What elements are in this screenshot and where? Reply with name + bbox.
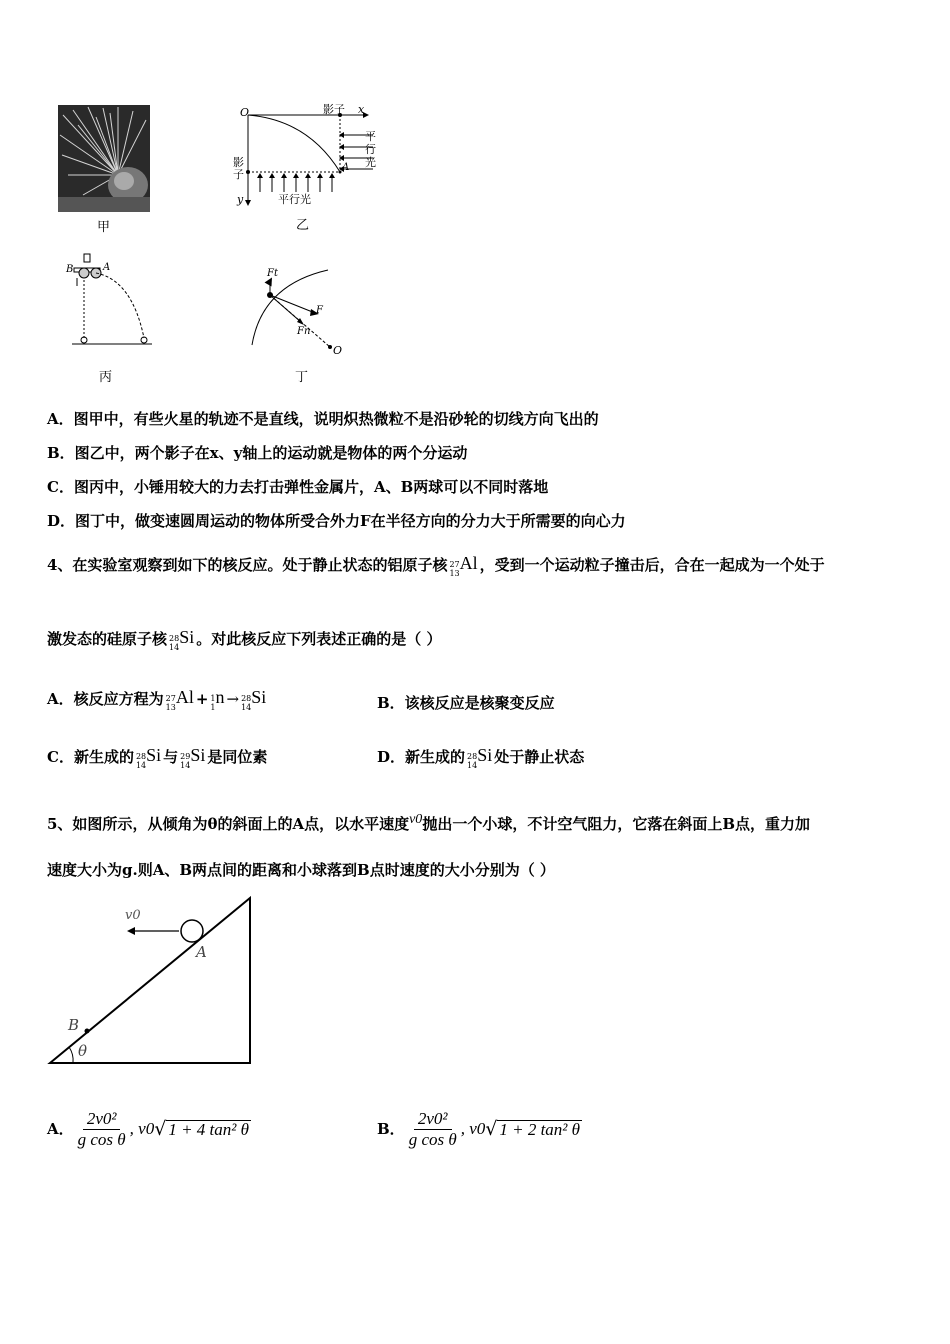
q5-stem-line2: 速度大小为g.则A、B两点间的距离和小球落到B点时速度的大小分别为（ ） — [47, 861, 555, 879]
q4-a-neutron: 1 1 n — [210, 687, 225, 712]
q5-fig-theta-label: θ — [78, 1042, 88, 1060]
bing-b-label: B — [66, 264, 74, 275]
yi-shadow-top-label: 影子 — [323, 103, 345, 116]
bing-a-label: A — [103, 262, 111, 273]
figure-ding-caption: 丁 — [295, 370, 309, 385]
q4-stem-line2-post: 。对此核反应下列表述正确的是（ ） — [196, 630, 442, 648]
q3-option-a: A．图甲中，有些火星的轨迹不是直线，说明炽热微粒不是沿砂轮的切线方向飞出的 — [47, 410, 599, 428]
al-nuclide: 27 13 Al — [449, 553, 478, 578]
figure-bing-diagram — [62, 250, 162, 350]
q5-a-fraction: $\frac{\text{2v0²}}{\text{g cos θ}}$ — [77, 1108, 126, 1149]
q4-c-si28: 28 14 Si — [135, 745, 162, 770]
q4-a-al: 27 13 Al — [165, 687, 194, 712]
ding-o-label: O — [333, 344, 343, 357]
q5-fig-a-label: A — [196, 943, 207, 961]
sparks-photo-image — [58, 105, 150, 212]
yi-y-label: y — [237, 193, 244, 206]
yi-point-a-label: A — [342, 162, 350, 173]
ding-ft-label: Ft — [267, 268, 278, 279]
ding-fn-label: Fn — [297, 326, 311, 337]
q4-c-si29: 29 14 Si — [180, 745, 206, 770]
q5-stem-line1: 5、如图所示，从倾角为θ的斜面上的A点，以水平速度v0抛出一个小球，不计空气阻力，它落在斜面上B点，重力加 — [47, 812, 810, 833]
si28-nuclide: 28 14 Si — [169, 627, 195, 652]
q3-option-d: D．图丁中，做变速圆周运动的物体所受合外力F在半径方向的分力大于所需要的向心力 — [47, 512, 626, 530]
q4-stem-line1-pre: 4、在实验室观察到如下的核反应。处于静止状态的铝原子核 — [47, 556, 448, 574]
q5-b-fraction: $\frac{\text{2v0²}}{\text{g cos θ}}$ — [408, 1108, 457, 1149]
q4-option-c: C．新生成的 28 14 Si 与 29 14 Si 是同位素 — [47, 745, 268, 770]
figure-jia-caption: 甲 — [97, 220, 111, 235]
q3-option-c: C．图丙中，小锤用较大的力去打击弹性金属片，A、B两球可以不同时落地 — [47, 478, 549, 496]
q4-stem-line1-post: ，受到一个运动粒子撞击后，合在一起成为一个处于 — [479, 556, 825, 574]
yi-origin-label: O — [240, 106, 250, 119]
q4-option-a: A．核反应方程为 27 13 Al + 1 1 n → 28 14 Si — [47, 687, 267, 712]
q4-option-b: B．该核反应是核聚变反应 — [377, 694, 555, 712]
yi-shadow-left-label: 影子 — [233, 156, 244, 181]
q3-option-b: B．图乙中，两个影子在x、y轴上的运动就是物体的两个分运动 — [47, 444, 468, 462]
q5-fig-v0-label: v0 — [125, 908, 141, 923]
ding-f-label: F — [316, 305, 323, 316]
q5-v0: v0 — [409, 812, 423, 827]
figure-jia-photo — [58, 105, 150, 212]
yi-parallel-light-right-label: 平行光 — [365, 130, 376, 169]
q4-a-si28: 28 14 Si — [241, 687, 267, 712]
q4-stem-line2-pre: 激发态的硅原子核 — [47, 630, 168, 648]
q5-fig-b-label: B — [68, 1016, 80, 1034]
q4-stem-line2 — [47, 628, 441, 652]
yi-parallel-light-bottom-label: 平行光 — [278, 193, 311, 206]
q4-stem-line1 — [47, 554, 825, 578]
yi-x-label: x — [358, 103, 365, 116]
figure-bing-caption: 丙 — [99, 370, 113, 385]
q5-option-b: B． $\frac{\text{2v0²}}{\text{g cos θ}}$ , v0 √ 1 + 2 tan² θ — [377, 1108, 581, 1149]
figure-yi-caption: 乙 — [296, 218, 310, 233]
q5-option-a: A． $\frac{\text{2v0²}}{\text{g cos θ}}$ , v0 √ 1 + 4 tan² θ — [47, 1108, 249, 1149]
q4-d-si28: 28 14 Si — [467, 745, 493, 770]
q4-option-d: D．新生成的 28 14 Si 处于静止状态 — [377, 745, 585, 770]
